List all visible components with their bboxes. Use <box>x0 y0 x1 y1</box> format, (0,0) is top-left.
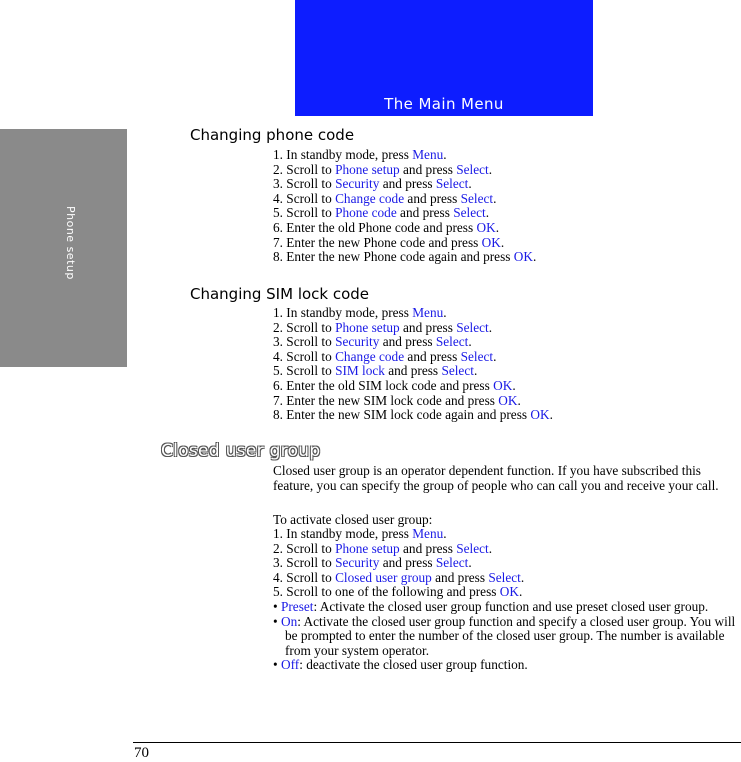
step-highlight: Security <box>335 334 380 350</box>
step-text: and press <box>404 190 461 206</box>
step-highlight: Select <box>453 205 486 221</box>
header-banner <box>295 0 593 116</box>
step-highlight: OK <box>513 249 533 265</box>
changing-phone-code-steps <box>273 148 536 265</box>
step-highlight: OK <box>530 407 550 423</box>
step-text: 1. In standby mode, press <box>273 526 413 541</box>
step-highlight: Select <box>435 176 469 192</box>
step-item <box>273 321 553 336</box>
step-highlight: OK <box>481 234 501 250</box>
step-text: and press <box>431 569 489 585</box>
side-tab <box>0 129 127 367</box>
step-highlight: Select <box>435 334 469 350</box>
step-highlight: Phone setup <box>335 161 400 177</box>
step-text: . <box>495 219 500 235</box>
step-item <box>273 177 536 192</box>
step-text: . <box>549 407 553 423</box>
step-text: . <box>488 161 493 177</box>
step-text: and press <box>404 348 461 364</box>
step-text: . <box>518 584 523 600</box>
step-text: 3. Scroll to <box>273 555 336 571</box>
step-highlight: Select <box>456 319 489 335</box>
step-text: 5. Scroll to <box>273 363 336 379</box>
step-text: 4. Scroll to <box>273 569 336 585</box>
bullet-mark: • <box>273 599 281 614</box>
step-highlight: Menu <box>412 305 444 320</box>
step-highlight: OK <box>498 392 518 408</box>
step-highlight: OK <box>476 219 496 235</box>
step-item <box>273 221 536 236</box>
step-text: 5. Scroll to <box>273 205 336 221</box>
step-text: 3. Scroll to <box>273 334 336 350</box>
step-item <box>273 148 536 163</box>
page-number: 70 <box>134 745 149 761</box>
step-highlight: Change code <box>335 348 405 364</box>
bullet-mark: • <box>273 613 281 629</box>
step-highlight: Select <box>441 363 474 379</box>
step-item <box>273 408 553 423</box>
step-text: . <box>493 190 497 206</box>
step-highlight: OK <box>499 584 519 600</box>
option-item <box>273 600 737 615</box>
option-name: On <box>280 613 298 629</box>
step-text: . <box>443 305 447 320</box>
closed-user-group-heading: Closed user group <box>161 441 321 461</box>
step-highlight: Select <box>456 540 489 556</box>
step-item <box>273 379 553 394</box>
step-highlight: Menu <box>412 147 444 162</box>
option-desc: : Activate the closed user group function and use preset closed user group. <box>313 599 709 614</box>
step-text: . <box>512 377 516 393</box>
step-text: . <box>473 363 478 379</box>
step-text: . <box>488 319 493 335</box>
step-text: 8. Enter the new SIM lock code again and press <box>273 407 531 423</box>
step-text: 6. Enter the old SIM lock code and press <box>273 377 494 393</box>
step-text: 3. Scroll to <box>273 176 336 192</box>
step-text: 4. Scroll to <box>273 190 336 206</box>
step-text: 5. Scroll to one of the following and press <box>273 584 500 600</box>
step-text: . <box>485 205 490 221</box>
step-highlight: Phone setup <box>335 540 400 556</box>
step-text: 4. Scroll to <box>273 348 336 364</box>
step-text: 2. Scroll to <box>273 319 336 335</box>
step-highlight: Select <box>460 190 494 206</box>
step-highlight: Menu <box>412 526 444 541</box>
step-item <box>273 527 524 542</box>
step-highlight: Security <box>335 555 380 571</box>
step-text: 2. Scroll to <box>273 540 336 556</box>
step-item <box>273 250 536 265</box>
changing-phone-code-heading: Changing phone code <box>190 126 355 144</box>
step-item <box>273 206 536 221</box>
step-text: and press <box>399 540 457 556</box>
step-highlight: Select <box>435 555 469 571</box>
option-item <box>273 615 737 659</box>
option-desc: : Activate the closed user group function and specify a closed user group. You will be prompted to enter the number of the closed user group. The number is available from your system operator. <box>285 613 736 658</box>
step-item <box>273 236 536 251</box>
step-text: . <box>443 147 447 162</box>
step-text: . <box>493 348 497 364</box>
step-item <box>273 350 553 365</box>
step-text: and press <box>399 161 457 177</box>
step-highlight: SIM lock <box>335 363 385 379</box>
step-item <box>273 394 553 409</box>
step-item <box>273 192 536 207</box>
step-text: 1. In standby mode, press <box>273 147 413 162</box>
changing-sim-lock-code-steps <box>273 306 553 423</box>
step-text: 7. Enter the new SIM lock code and press <box>273 392 499 408</box>
side-tab-label: Phone setup <box>64 206 77 280</box>
step-item <box>273 364 553 379</box>
bullet-mark: • <box>273 657 281 673</box>
step-highlight: Select <box>460 348 494 364</box>
step-text: and press <box>379 334 436 350</box>
step-text: 7. Enter the new Phone code and press <box>273 234 482 250</box>
changing-sim-lock-code-heading: Changing SIM lock code <box>190 285 370 303</box>
step-text: and press <box>396 205 454 221</box>
step-text: 2. Scroll to <box>273 161 336 177</box>
step-text: . <box>468 176 472 192</box>
step-item <box>273 542 524 557</box>
option-name: Off <box>280 657 300 673</box>
step-highlight: OK <box>493 377 513 393</box>
step-text: 1. In standby mode, press <box>273 305 413 320</box>
step-text: and press <box>399 319 457 335</box>
step-highlight: Change code <box>335 190 405 206</box>
closed-user-group-options <box>273 600 737 673</box>
step-item <box>273 335 553 350</box>
step-highlight: Select <box>456 161 489 177</box>
step-highlight: Phone setup <box>335 319 400 335</box>
step-item <box>273 585 524 600</box>
step-text: . <box>488 540 493 556</box>
step-highlight: Select <box>488 569 521 585</box>
closed-user-group-intro: Closed user group is an operator dependent function. If you have subscribed this feature, you can specify the group of people who can call you and receive your call. <box>273 463 719 493</box>
activate-label: To activate closed user group: <box>273 512 433 527</box>
step-text: . <box>517 392 521 408</box>
step-text: . <box>532 249 537 265</box>
step-text: and press <box>384 363 442 379</box>
step-text: . <box>468 334 472 350</box>
step-item <box>273 306 553 321</box>
step-text: . <box>500 234 505 250</box>
footer-rule <box>133 742 741 743</box>
step-text: and press <box>379 555 436 571</box>
closed-user-group-steps <box>273 527 524 600</box>
step-highlight: Phone code <box>335 205 397 221</box>
step-text: and press <box>379 176 436 192</box>
option-desc: : deactivate the closed user group function. <box>299 657 528 673</box>
step-item <box>273 163 536 178</box>
step-text: . <box>443 526 447 541</box>
step-text: 8. Enter the new Phone code again and press <box>273 249 514 265</box>
header-title: The Main Menu <box>384 95 504 113</box>
option-name: Preset <box>280 599 314 614</box>
step-text: . <box>468 555 472 571</box>
step-highlight: Closed user group <box>335 569 432 585</box>
step-text: . <box>520 569 525 585</box>
step-item <box>273 556 524 571</box>
option-item <box>273 658 737 673</box>
step-text: 6. Enter the old Phone code and press <box>273 219 477 235</box>
step-item <box>273 571 524 586</box>
step-highlight: Security <box>335 176 380 192</box>
